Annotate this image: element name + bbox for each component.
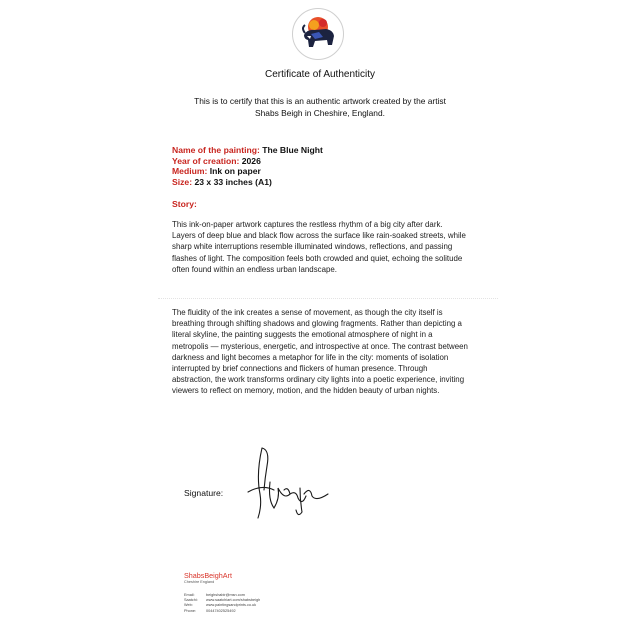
intro-line: Shabs Beigh in Cheshire, England. <box>255 107 385 118</box>
brand-location: Cheshire England <box>184 580 215 584</box>
fact-value: 23 x 33 inches (A1) <box>194 176 272 187</box>
contact-value: www.saatchiart.com/shabsbeigh <box>206 598 261 603</box>
contact-list <box>184 593 260 614</box>
signature-icon <box>240 444 332 524</box>
fact-value: Ink on paper <box>209 166 261 176</box>
fact-key: Size <box>172 176 190 187</box>
fact-value: 2026 <box>241 155 261 166</box>
fact-year: Year of creation: 2026 <box>172 155 261 166</box>
contact-key: Saatchi: <box>184 598 198 603</box>
fact-medium: Medium: Ink on paper <box>172 166 261 176</box>
certificate-title: Certificate of Authenticity <box>264 69 376 80</box>
contact-value: www.paintingsandprints.co.uk <box>206 603 257 608</box>
story-paragraph: The fluidity of the ink creates a sense of movement, as though the city itself is breathing through shifting shadows and glowing fragments. Rather than depicting a literal skyline, the painting suggests the emotional atmosphere of night in a metropolis — mysterious, energetic, and introspective at once. The contrast between darkness and light becomes a metaphor for life in the city: moments of isolation interrupted by brief connections and flickers of human presence. Through abstraction, the work transforms ordinary city lights into a poetic experience, inviting viewers to reflect on memory, motion, and the hidden beauty of urban nights. <box>172 308 468 396</box>
fact-key: Medium <box>172 166 205 176</box>
story-label: Story: <box>172 199 197 209</box>
bull-logo-icon <box>292 8 344 60</box>
fact-key: Year of creation <box>172 155 237 166</box>
divider <box>158 298 498 299</box>
intro-line: This is to certify that this is an authentic artwork created by the artist <box>194 96 446 106</box>
contact-row <box>184 609 260 614</box>
certificate-intro <box>160 96 480 119</box>
fact-value: The Blue Night <box>262 145 323 155</box>
contact-value: 00447402525492 <box>206 608 236 613</box>
story-paragraph: This ink-on-paper artwork captures the restless rhythm of a big city after dark. Layers of deep blue and black flow across the surface like rain-soaked streets, while sharp white interruptions resemble illuminated windows, reflections, and passing flashes of light. The composition feels both crowded and quiet, echoing the solitude often found within an endless urban landscape. <box>172 220 466 274</box>
artwork-facts <box>172 145 323 187</box>
signature-label: Signature: <box>184 488 224 498</box>
contact-key: Email: <box>184 593 195 597</box>
fact-key: Name of the painting <box>172 145 257 155</box>
fact-size: Size: 23 x 33 inches (A1) <box>172 176 272 187</box>
contact-key: Phone: <box>184 608 197 613</box>
contact-value: beighshabir@msn.com <box>206 593 245 597</box>
fact-name: Name of the painting: The Blue Night <box>172 145 323 155</box>
contact-key: Web: <box>184 603 193 608</box>
brand-name: ShabsBeighArt <box>184 571 232 580</box>
